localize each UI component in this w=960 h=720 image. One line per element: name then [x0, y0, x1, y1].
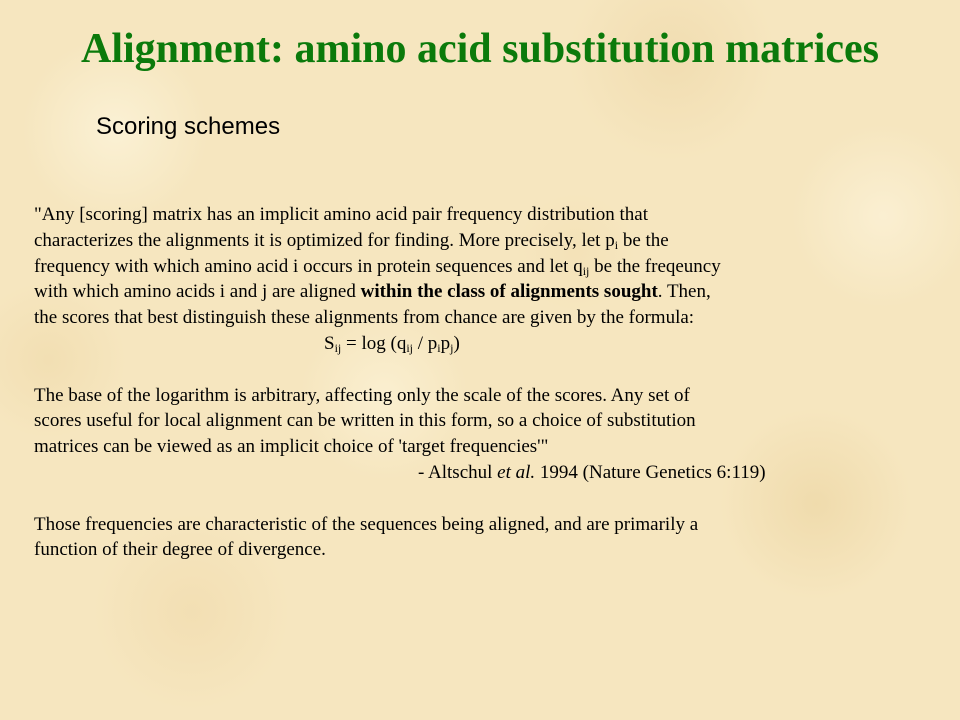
slide-title: Alignment: amino acid substitution matrices — [81, 26, 879, 72]
subscript: ij — [334, 340, 342, 355]
quote-line-2 — [34, 228, 934, 254]
subscript: i — [437, 340, 441, 355]
formula-s: S — [324, 332, 335, 354]
citation-text: - Altschul — [418, 461, 498, 483]
subscript: i — [614, 237, 619, 252]
quote-line-4-end: . Then, — [657, 281, 711, 303]
slide-subtitle: Scoring schemes — [96, 113, 281, 140]
quote-line-1: "Any [scoring] matrix has an implicit amino acid pair frequency distribution that — [34, 204, 649, 225]
citation-italic: et al. — [497, 461, 536, 483]
closing-line-2: function of their degree of divergence. — [34, 539, 326, 561]
formula-p: p — [440, 332, 451, 354]
quote-line-3-text: frequency with which amino acid i occurs in protein sequences and let q — [34, 255, 583, 277]
formula — [34, 331, 934, 357]
quote-para2-line-3: matrices can be viewed as an implicit choice of 'target frequencies'" — [34, 436, 549, 458]
quote-line-4-text: with which amino acids i and j are aligned — [34, 281, 361, 303]
quote-line-3-end: be the freqeuncy — [589, 255, 721, 277]
subscript: j — [450, 340, 454, 355]
quote-line-4 — [34, 279, 934, 305]
emphasis-text: within the class of alignments sought — [360, 281, 658, 303]
citation-source: 1994 (Nature Genetics 6:119) — [535, 461, 766, 483]
quote-para2-line-1: The base of the logarithm is arbitrary, affecting only the scale of the scores. Any set of — [34, 384, 690, 406]
formula-div: / p — [413, 332, 438, 354]
formula-mid: = log (q — [341, 332, 407, 354]
quote-line-2-end: be the — [618, 229, 669, 251]
quote-para2-line-2: scores useful for local alignment can be written in this form, so a choice of substitution — [34, 410, 696, 432]
slide-body — [34, 202, 934, 563]
quote-line-5: the scores that best distinguish these alignments from chance are given by the formula: — [34, 307, 695, 329]
quote-line-2-text: characterizes the alignments it is optimized for finding. More precisely, let p — [34, 229, 615, 251]
subscript: ij — [406, 340, 413, 355]
formula-close: ) — [453, 332, 460, 354]
quote-line-3 — [34, 254, 934, 280]
closing-line-1: Those frequencies are characteristic of the sequences being aligned, and are primarily a — [34, 513, 699, 535]
citation — [34, 460, 934, 486]
subscript: ij — [582, 263, 590, 278]
